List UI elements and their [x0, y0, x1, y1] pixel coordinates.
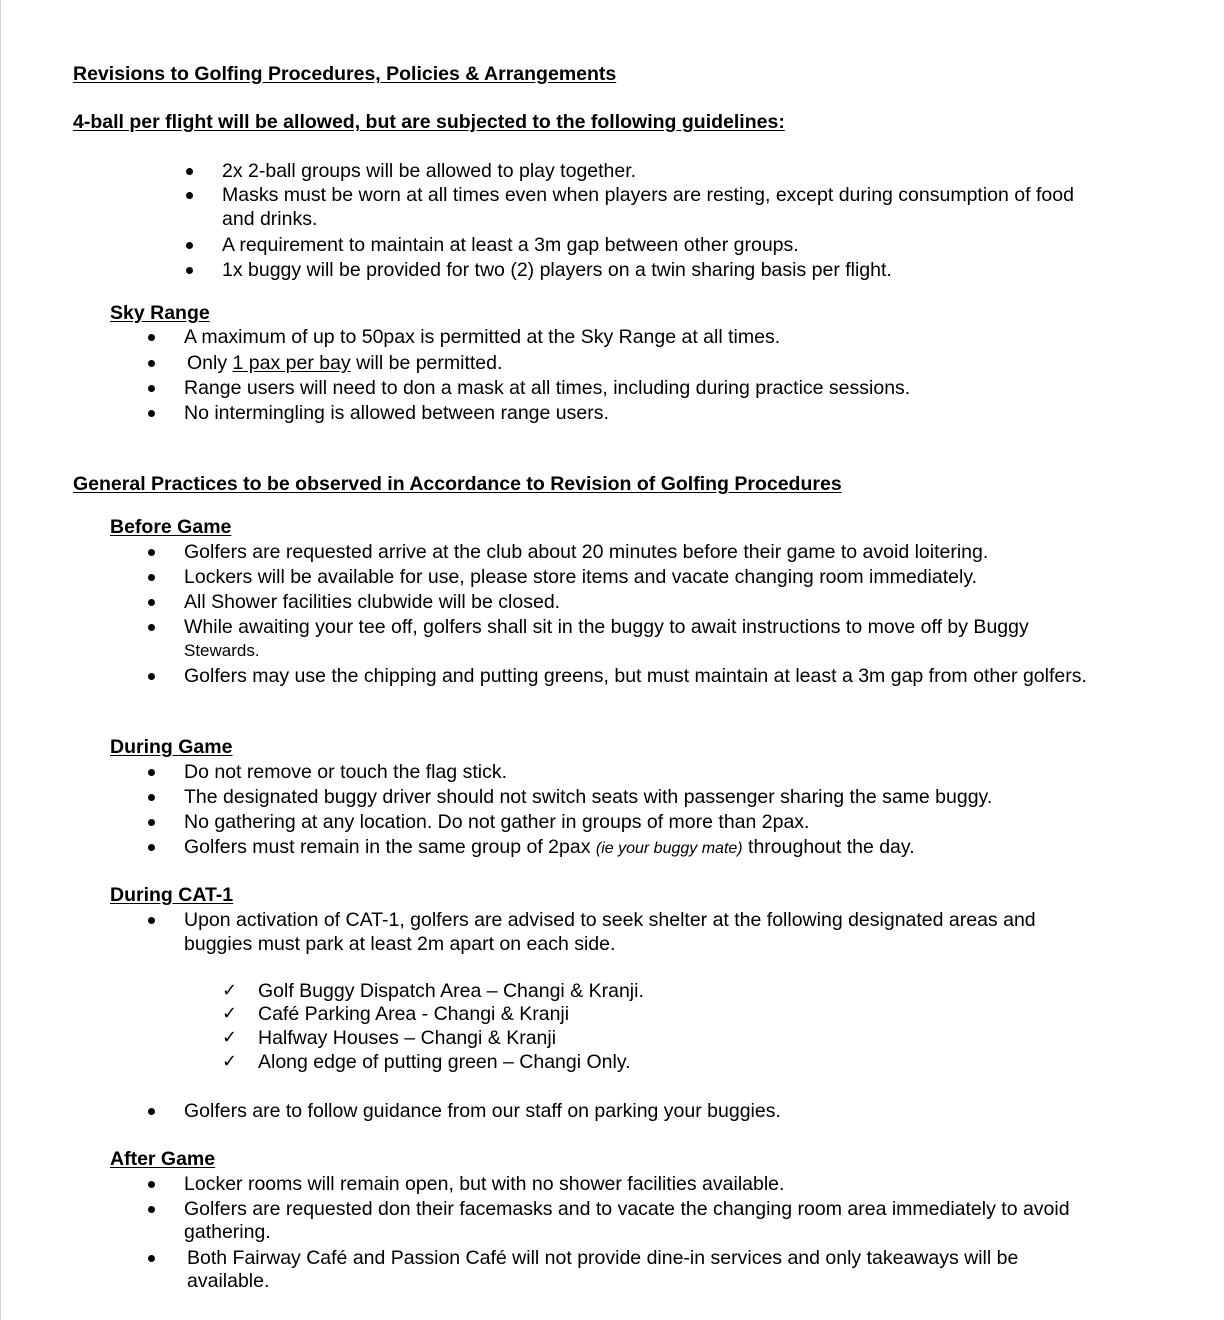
sky-range-item: A maximum of up to 50pax is permitted at the Sky Range at all times.	[184, 326, 781, 348]
bullet	[148, 1181, 155, 1188]
bullet	[186, 192, 193, 199]
bullet	[186, 242, 193, 249]
checkmark-icon: ✓	[222, 1003, 238, 1024]
after-game-heading: After Game	[110, 1148, 216, 1170]
checkmark-icon: ✓	[222, 980, 238, 1001]
bullet	[148, 819, 155, 826]
fourball-item: 1x buggy will be provided for two (2) players on a twin sharing basis per flight.	[222, 259, 892, 281]
bullet	[186, 267, 193, 274]
bullet	[148, 1206, 155, 1213]
bullet	[148, 574, 155, 581]
before-game-item: While awaiting your tee off, golfers shall sit in the buggy to await instructions to move off by Buggy	[184, 616, 1029, 638]
shelter-area: Golf Buggy Dispatch Area – Changi & Kranji.	[258, 980, 644, 1002]
before-game-item: Golfers may use the chipping and putting greens, but must maintain at least a 3m gap from other golfers.	[184, 665, 1087, 687]
shelter-area: Halfway Houses – Changi & Kranji	[258, 1027, 557, 1049]
before-game-heading: Before Game	[110, 516, 232, 538]
after-game-item-continued: gathering.	[184, 1221, 271, 1243]
checkmark-icon: ✓	[222, 1027, 238, 1048]
bullet	[148, 549, 155, 556]
after-game-item-continued: available.	[187, 1270, 270, 1292]
during-game-item: Golfers must remain in the same group of 2pax (ie your buggy mate) throughout the day.	[184, 836, 915, 858]
fourball-item: Masks must be worn at all times even when players are resting, except during consumption of food	[222, 184, 1074, 206]
bullet	[148, 1108, 155, 1115]
fourball-item: A requirement to maintain at least a 3m gap between other groups.	[222, 234, 799, 256]
during-game-item: Do not remove or touch the flag stick.	[184, 761, 507, 783]
cat1-item-continued: buggies must park at least 2m apart on each side.	[184, 933, 616, 955]
sky-range-heading: Sky Range	[110, 302, 210, 324]
bullet	[148, 360, 155, 367]
bullet	[148, 794, 155, 801]
sky-range-item: Only 1 pax per bay will be permitted.	[187, 352, 503, 374]
sky-range-item: Range users will need to don a mask at all times, including during practice sessions.	[184, 377, 911, 399]
bullet	[148, 599, 155, 606]
before-game-item: Golfers are requested arrive at the club about 20 minutes before their game to avoid loitering.	[184, 541, 989, 563]
checkmark-icon: ✓	[222, 1051, 238, 1072]
during-game-item: The designated buggy driver should not switch seats with passenger sharing the same buggy.	[184, 786, 993, 808]
before-game-item: All Shower facilities clubwide will be closed.	[184, 591, 561, 613]
page-title: Revisions to Golfing Procedures, Policies & Arrangements	[73, 63, 617, 85]
cat1-item: Golfers are to follow guidance from our staff on parking your buggies.	[184, 1100, 781, 1122]
after-game-item: Locker rooms will remain open, but with no shower facilities available.	[184, 1173, 785, 1195]
bullet	[148, 769, 155, 776]
bullet	[148, 624, 155, 631]
before-game-item-continued: Stewards.	[184, 641, 260, 660]
general-heading: General Practices to be observed in Accordance to Revision of Golfing Procedures	[73, 473, 842, 495]
cat1-heading: During CAT-1	[110, 884, 234, 906]
fourball-item-continued: and drinks.	[222, 208, 318, 230]
cat1-item: Upon activation of CAT-1, golfers are advised to seek shelter at the following designated areas and	[184, 909, 1036, 931]
shelter-area: Café Parking Area - Changi & Kranji	[258, 1003, 570, 1025]
during-game-item: No gathering at any location. Do not gather in groups of more than 2pax.	[184, 811, 810, 833]
fourball-item: 2x 2-ball groups will be allowed to play together.	[222, 160, 637, 182]
shelter-area: Along edge of putting green – Changi Only.	[258, 1051, 631, 1073]
before-game-item: Lockers will be available for use, please store items and vacate changing room immediately.	[184, 566, 978, 588]
fourball-heading: 4-ball per flight will be allowed, but are subjected to the following guidelines:	[73, 111, 785, 133]
during-game-heading: During Game	[110, 736, 233, 758]
bullet	[148, 844, 155, 851]
after-game-item: Both Fairway Café and Passion Café will not provide dine-in services and only takeaways will be	[187, 1247, 1019, 1269]
bullet	[148, 385, 155, 392]
after-game-item: Golfers are requested don their facemasks and to vacate the changing room area immediately to avoid	[184, 1198, 1070, 1220]
bullet	[148, 673, 155, 680]
bullet	[148, 1255, 155, 1262]
bullet	[186, 168, 193, 175]
page-edge	[0, 0, 1, 1320]
bullet	[148, 917, 155, 924]
bullet	[148, 410, 155, 417]
sky-range-item: No intermingling is allowed between range users.	[184, 402, 609, 424]
bullet	[148, 334, 155, 341]
